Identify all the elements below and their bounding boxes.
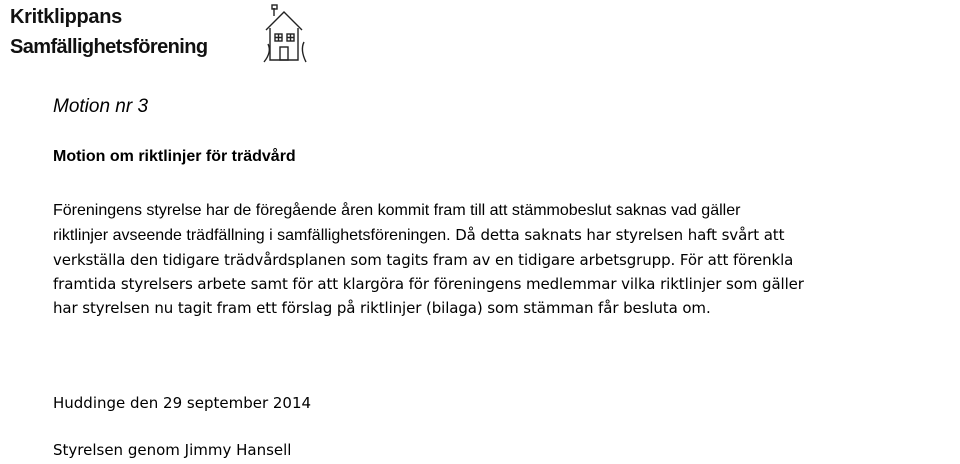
body-line: har styrelsen nu tagit fram ett förslag på riktlinjer (bilaga) som stämman får besluta om.: [53, 299, 711, 317]
motion-number: Motion nr 3: [53, 96, 149, 117]
body-line: framtida styrelsers arbete samt för att klargöra för föreningens medlemmar vilka riktlinjer som gäller: [53, 275, 804, 293]
motion-body: [53, 199, 933, 320]
date-line: Huddinge den 29 september 2014: [53, 394, 312, 412]
body-line-part: riktlinjer avseende trädfällning i samfällighetsföreningen.: [53, 227, 451, 244]
body-line-part: Då detta saknats har styrelsen haft svårt att: [450, 226, 785, 244]
motion-title: Motion om riktlinjer för trädvård: [53, 148, 296, 165]
association-logo: [10, 2, 310, 64]
body-line: verkställa den tidigare trädvårdsplanen som tagits fram av en tidigare arbetsgrupp. För att förenkla: [53, 251, 794, 269]
house-icon: [262, 2, 308, 64]
signature-line: Styrelsen genom Jimmy Hansell: [53, 441, 292, 459]
logo-name-line2: Samfällighetsförening: [10, 36, 208, 58]
body-line: Föreningens styrelse har de föregående åren kommit fram till att stämmobeslut saknas vad gäller: [53, 202, 741, 219]
body-line-mixed: [53, 223, 933, 248]
logo-name-line1: Kritklippans: [10, 6, 122, 28]
